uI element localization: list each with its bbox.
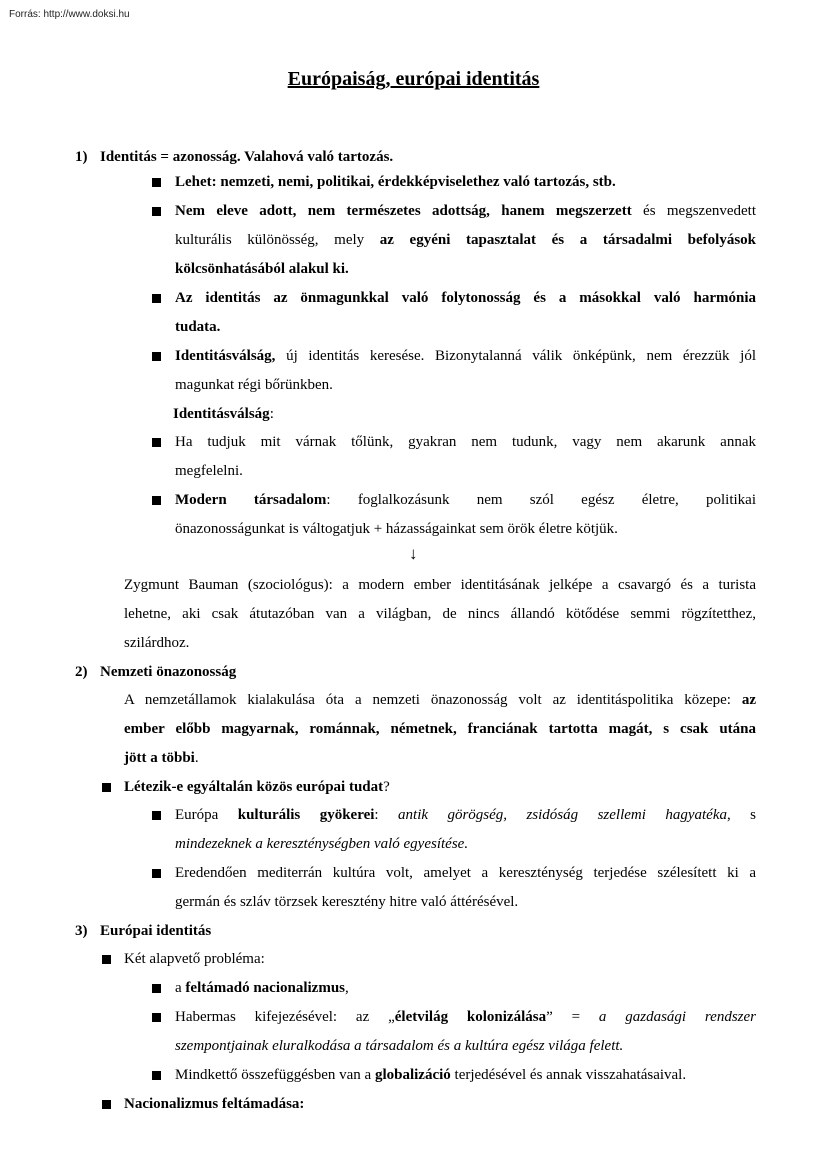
s2-paragraph-line-2: ember előbb magyarnak, románnak, németnek, franciának tartotta magát, s csak utána xyxy=(124,721,756,737)
s1-item-5-line-1: Ha tudjuk mit várnak tőlünk, gyakran nem tudunk, vagy nem akarunk annak xyxy=(175,434,756,450)
section-3-number: 3) xyxy=(75,923,88,939)
s1-paragraph-line-3: szilárdhoz. xyxy=(124,635,190,651)
s1-item-5-line-2: megfelelni. xyxy=(175,463,243,479)
section-2-number: 2) xyxy=(75,664,88,680)
bullet-square-icon xyxy=(152,438,161,447)
s2-item-2-line-2: germán és szláv törzsek keresztény hitre való áttérésével. xyxy=(175,894,519,910)
section-1-number: 1) xyxy=(75,149,88,165)
s2-question: Létezik-e egyáltalán közös európai tudat? xyxy=(124,779,390,795)
bullet-square-icon xyxy=(152,207,161,216)
bullet-square-icon xyxy=(152,984,161,993)
s1-item-6-line-1: Modern társadalom: foglalkozásunk nem szól egész életre, politikai xyxy=(175,492,757,508)
s3-item-2: Nacionalizmus feltámadása: xyxy=(124,1096,305,1112)
s1-paragraph-line-1: Zygmunt Bauman (szociológus): a modern ember identitásának jelképe a csavargó és a turista xyxy=(124,577,756,593)
s3-sub-item-2-line-2: szempontjainak eluralkodása a társadalom és a kultúra egész világa felett. xyxy=(175,1038,624,1054)
s1-item-6-line-2: önazonosságunkat is váltogatjuk + házasságainkat sem örök életre kötjük. xyxy=(175,521,618,537)
section-2-heading: Nemzeti önazonosság xyxy=(100,664,237,680)
s1-subheading: Identitásválság: xyxy=(173,406,274,422)
s1-paragraph-line-2: lehetne, aki csak átutazóban van a világban, de nincs állandó kötődése semmi rögzítetthez, xyxy=(124,606,756,622)
bullet-square-icon xyxy=(102,955,111,964)
s2-item-1-line-1: Európa kulturális gyökerei: antik görögség, zsidóság szellemi hagyatéka, s xyxy=(175,807,757,823)
s1-item-2-line-3: kölcsönhatásából alakul ki. xyxy=(175,261,349,277)
s1-item-4-line-1: Identitásválság, új identitás keresése. Bizonytalanná válik önképünk, nem érezzük jól xyxy=(175,348,756,364)
s3-sub-item-3: Mindkettő összefüggésben van a globalizáció terjedésével és annak visszahatásaival. xyxy=(175,1067,687,1083)
s1-item-1: Lehet: nemzeti, nemi, politikai, érdekképviselethez való tartozás, stb. xyxy=(175,174,616,190)
bullet-square-icon xyxy=(152,811,161,820)
s2-item-2-line-1: Eredendően mediterrán kultúra volt, amelyet a kereszténység terjedése szélesített ki a xyxy=(175,865,756,881)
source-label: Forrás: http://www.doksi.hu xyxy=(9,9,130,20)
bullet-square-icon xyxy=(152,1071,161,1080)
s3-sub-item-1: a feltámadó nacionalizmus, xyxy=(175,980,349,996)
section-3-heading: Európai identitás xyxy=(100,923,212,939)
s3-item-1: Két alapvető probléma: xyxy=(124,951,265,967)
s2-paragraph-line-1: A nemzetállamok kialakulása óta a nemzeti önazonosság volt az identitáspolitika közepe: az xyxy=(124,692,756,708)
s1-item-4-line-2: magunkat régi bőrünkben. xyxy=(175,377,333,393)
bullet-square-icon xyxy=(152,352,161,361)
down-arrow-icon: ↓ xyxy=(409,544,418,563)
s2-item-1-line-2: mindezeknek a kereszténységben való egyesítése. xyxy=(175,836,469,852)
bullet-square-icon xyxy=(152,178,161,187)
bullet-square-icon xyxy=(102,1100,111,1109)
bullet-square-icon xyxy=(152,294,161,303)
section-1-heading: Identitás = azonosság. Valahová való tartozás. xyxy=(100,149,394,165)
s2-paragraph-line-3: jött a többi. xyxy=(124,750,199,766)
bullet-square-icon xyxy=(152,869,161,878)
s1-item-3-line-1: Az identitás az önmagunkkal való folytonosság és a másokkal való harmónia xyxy=(175,290,756,306)
bullet-square-icon xyxy=(152,496,161,505)
s1-item-2-line-2: kulturális különösség, mely az egyéni tapasztalat és a társadalmi befolyások xyxy=(175,232,756,248)
bullet-square-icon xyxy=(102,783,111,792)
s3-sub-item-2-line-1: Habermas kifejezésével: az „életvilág kolonizálása” = a gazdasági rendszer xyxy=(175,1009,757,1025)
page-title: Európaiság, európai identitás xyxy=(287,68,540,90)
bullet-square-icon xyxy=(152,1013,161,1022)
s1-item-2-line-1: Nem eleve adott, nem természetes adottság, hanem megszerzett és megszenvedett xyxy=(175,203,757,219)
s1-item-3-line-2: tudata. xyxy=(175,319,221,335)
